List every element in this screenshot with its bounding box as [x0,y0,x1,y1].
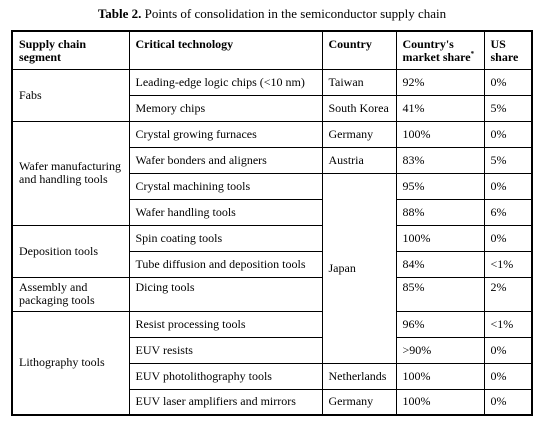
header-share-text: Country's market share [402,37,471,64]
us-share-cell: 0% [484,69,532,95]
technology-cell: Wafer bonders and aligners [129,147,322,173]
segment-deposition: Deposition tools [12,225,129,277]
share-cell: 85% [396,277,484,311]
technology-cell: Memory chips [129,95,322,121]
technology-cell: Leading-edge logic chips (<10 nm) [129,69,322,95]
us-share-cell: 2% [484,277,532,311]
share-cell: 92% [396,69,484,95]
table-row [12,69,532,95]
table-row [12,225,532,251]
caption-text: Points of consolidation in the semiconductor supply chain [141,6,447,21]
us-share-cell: 0% [484,337,532,363]
us-share-cell: <1% [484,311,532,337]
table-row [12,311,532,337]
header-share-marker: * [470,50,475,58]
us-share-cell: 0% [484,363,532,389]
technology-cell: Resist processing tools [129,311,322,337]
technology-cell: EUV resists [129,337,322,363]
table-row [12,277,532,311]
us-share-cell: 6% [484,199,532,225]
technology-cell: Wafer handling tools [129,199,322,225]
share-cell: 100% [396,225,484,251]
table-row [12,121,532,147]
us-share-cell: 5% [484,95,532,121]
share-cell: >90% [396,337,484,363]
header-us-share: US share [484,31,532,69]
header-technology: Critical technology [129,31,322,69]
share-cell: 96% [396,311,484,337]
technology-cell: Dicing tools [129,277,322,311]
share-cell: 100% [396,121,484,147]
us-share-cell: 0% [484,389,532,415]
country-cell: South Korea [322,95,396,121]
share-cell: 95% [396,173,484,199]
table-caption [0,6,544,22]
share-cell: 83% [396,147,484,173]
country-cell: Austria [322,147,396,173]
country-cell-japan: Japan [322,173,396,363]
segment-litho: Lithography tools [12,311,129,415]
technology-cell: Crystal growing furnaces [129,121,322,147]
share-cell: 100% [396,363,484,389]
header-country: Country [322,31,396,69]
technology-cell: EUV photolithography tools [129,363,322,389]
share-cell: 100% [396,389,484,415]
consolidation-table [11,30,533,416]
country-cell: Netherlands [322,363,396,389]
country-cell: Germany [322,389,396,415]
header-segment: Supply chain segment [12,31,129,69]
us-share-cell: <1% [484,251,532,277]
technology-cell: Crystal machining tools [129,173,322,199]
us-share-cell: 0% [484,225,532,251]
us-share-cell: 0% [484,121,532,147]
segment-assembly: Assembly and packaging tools [12,277,129,311]
caption-label: Table 2. [97,6,142,21]
share-cell: 84% [396,251,484,277]
share-cell: 41% [396,95,484,121]
share-cell: 88% [396,199,484,225]
technology-cell: Tube diffusion and deposition tools [129,251,322,277]
segment-wafer: Wafer manufacturing and handling tools [12,121,129,225]
country-cell: Taiwan [322,69,396,95]
table-header-row [12,31,532,69]
country-cell: Germany [322,121,396,147]
us-share-cell: 5% [484,147,532,173]
segment-fabs: Fabs [12,69,129,121]
us-share-cell: 0% [484,173,532,199]
technology-cell: EUV laser amplifiers and mirrors [129,389,322,415]
header-share [396,31,484,69]
technology-cell: Spin coating tools [129,225,322,251]
